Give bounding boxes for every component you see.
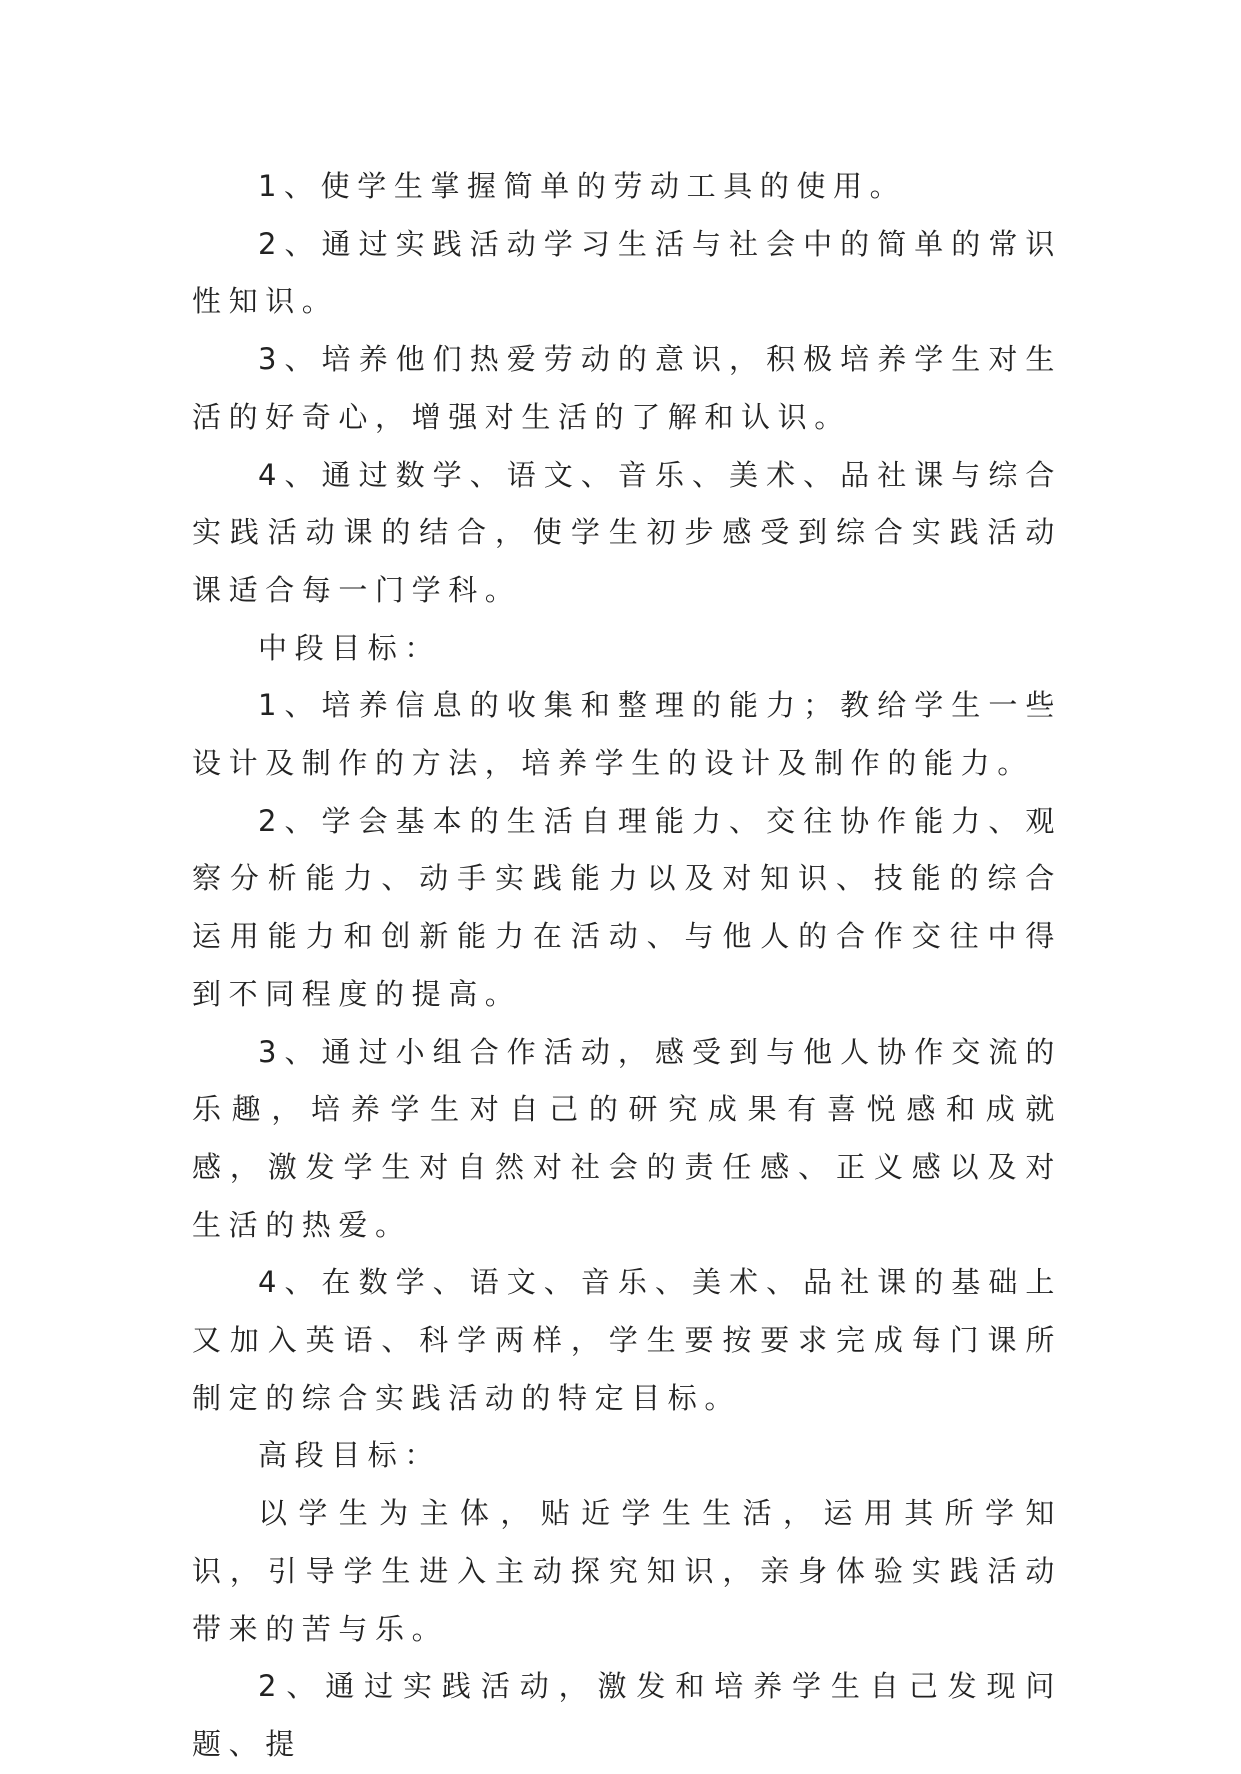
document-body — [192, 158, 1062, 1774]
section-heading-middle-stage: 中段目标： — [258, 630, 442, 665]
paragraph-1: 1、使学生掌握简单的劳动工具的使用。 — [258, 169, 907, 203]
paragraph-8: 4、在数学、语文、音乐、美术、品社课的基础上又加入英语、科学两样，学生要按要求完成每门课所制定的综合实践活动的特定目标。 — [192, 1265, 1062, 1415]
paragraph-7: 3、通过小组合作活动，感受到与他人协作交流的乐趣，培养学生对自己的研究成果有喜悦感和成就感，激发学生对自然对社会的责任感、正义感以及对生活的热爱。 — [192, 1034, 1062, 1242]
paragraph-10: 2、通过实践活动，激发和培养学生自己发现问题、提 — [192, 1669, 1062, 1761]
paragraph-4: 4、通过数学、语文、音乐、美术、品社课与综合实践活动课的结合，使学生初步感受到综合实践活动课适合每一门学科。 — [192, 457, 1062, 607]
paragraph-3: 3、培养他们热爱劳动的意识，积极培养学生对生活的好奇心，增强对生活的了解和认识。 — [192, 342, 1062, 434]
paragraph-2: 2、通过实践活动学习生活与社会中的简单的常识性知识。 — [192, 226, 1062, 319]
paragraph-9: 以学生为主体，贴近学生生活，运用其所学知识，引导学生进入主动探究知识，亲身体验实践活动带来的苦与乐。 — [192, 1496, 1062, 1646]
section-heading-upper-stage: 高段目标： — [258, 1438, 442, 1473]
paragraph-5: 1、培养信息的收集和整理的能力；教给学生一些设计及制作的方法，培养学生的设计及制作的能力。 — [192, 688, 1062, 781]
paragraph-6: 2、学会基本的生活自理能力、交往协作能力、观察分析能力、动手实践能力以及对知识、技能的综合运用能力和创新能力在活动、与他人的合作交往中得到不同程度的提高。 — [192, 803, 1062, 1011]
